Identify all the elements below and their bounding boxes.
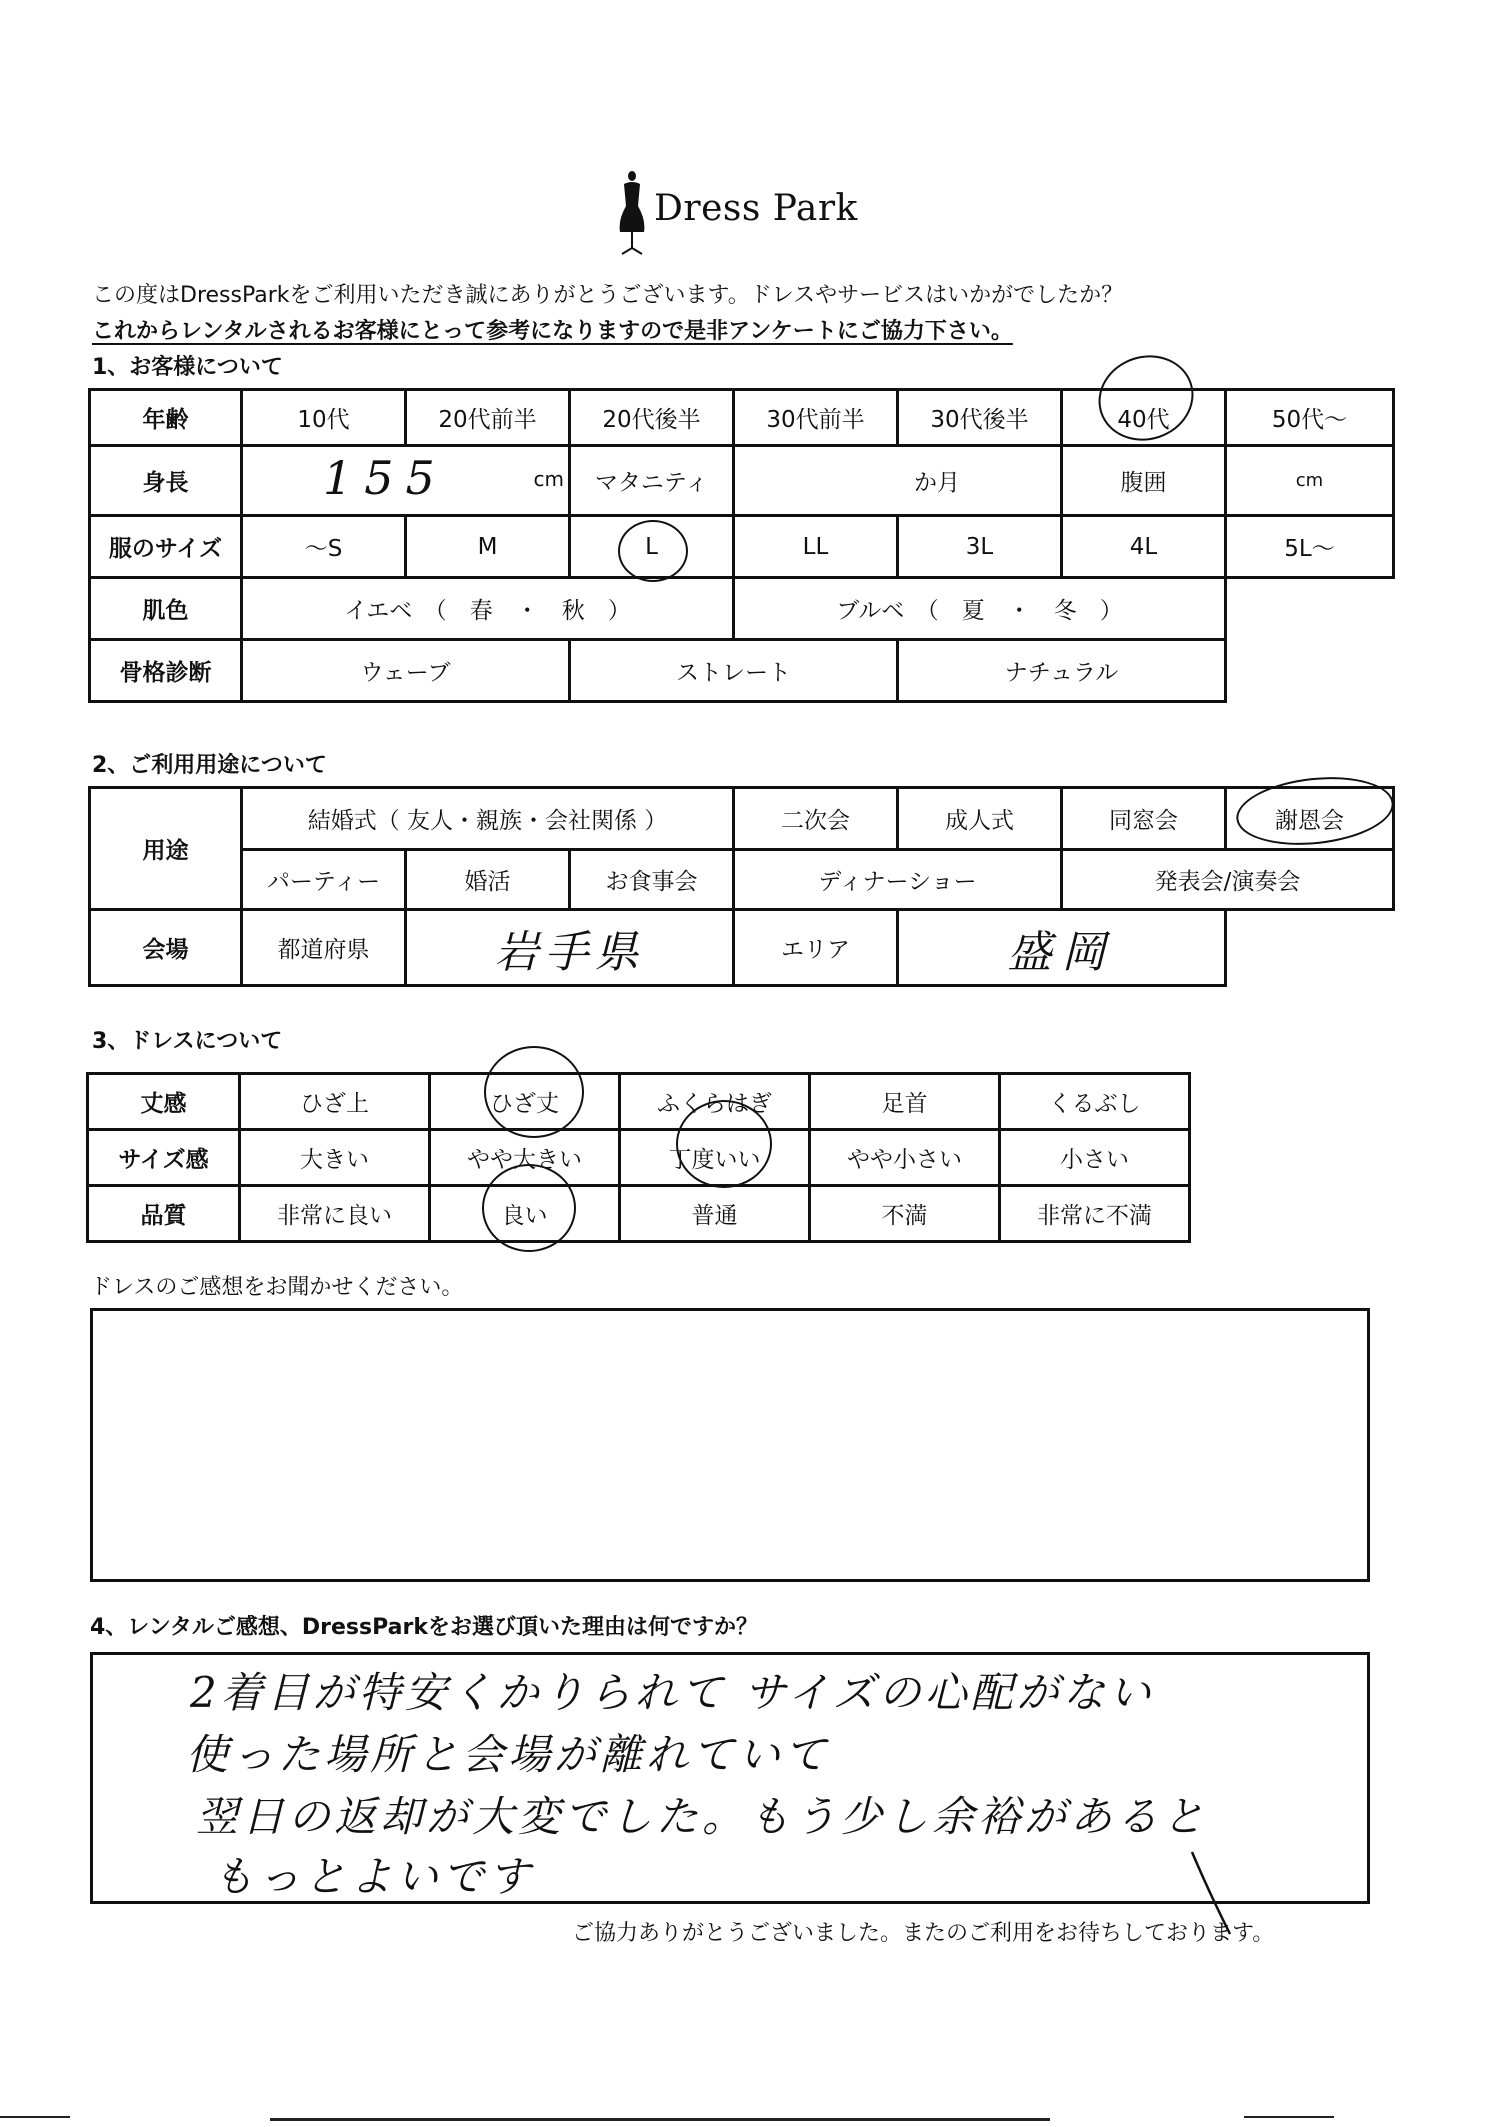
scan-mark xyxy=(1244,2116,1334,2118)
dresspark-logo xyxy=(612,168,912,258)
age-option[interactable]: 10代 xyxy=(242,390,406,446)
age-option[interactable]: 30代前半 xyxy=(734,390,898,446)
prefecture-label: 都道府県 xyxy=(242,910,406,986)
purpose-option[interactable]: パーティー xyxy=(242,850,406,910)
quality-label: 品質 xyxy=(88,1186,240,1242)
height-field[interactable] xyxy=(242,446,570,516)
age-option[interactable]: 50代～ xyxy=(1226,390,1394,446)
scan-mark xyxy=(0,2116,70,2118)
impression-textarea[interactable] xyxy=(90,1308,1370,1582)
fit-option[interactable]: 小さい xyxy=(1000,1130,1190,1186)
length-option[interactable]: ふくらはぎ xyxy=(620,1074,810,1130)
thanks-message: ご協力ありがとうございました。またのご利用をお待ちしております。 xyxy=(572,1921,1275,1946)
purpose-option-selected[interactable]: 謝恩会 xyxy=(1226,788,1394,850)
area-label: エリア xyxy=(734,910,898,986)
size-option[interactable]: ～S xyxy=(242,516,406,578)
height-unit: cm xyxy=(533,467,564,491)
area-value[interactable]: 盛岡 xyxy=(898,910,1226,986)
fit-option-selected[interactable]: 丁度いい xyxy=(620,1130,810,1186)
reason-line-3: 翌日の返却が大変でした。もう少し余裕があると xyxy=(196,1792,1209,1841)
reason-line-1: 2着目が特安くかりられて サイズの心配がない xyxy=(190,1668,1155,1717)
purpose-option[interactable]: 成人式 xyxy=(898,788,1062,850)
section-2-title: 2、ご利用用途について xyxy=(92,753,327,778)
fit-label: サイズ感 xyxy=(88,1130,240,1186)
frame-option[interactable]: ストレート xyxy=(570,640,898,702)
logo-text: Dress Park xyxy=(654,188,858,229)
quality-row xyxy=(88,1186,1190,1242)
fit-option[interactable]: 大きい xyxy=(240,1130,430,1186)
length-option[interactable]: 足首 xyxy=(810,1074,1000,1130)
length-row xyxy=(88,1074,1190,1130)
intro-line-2: これからレンタルされるお客様にとって参考になりますので是非アンケートにご協力下さい。 xyxy=(92,319,1013,344)
height-row xyxy=(90,446,1394,516)
customer-table xyxy=(88,388,1395,703)
fit-option[interactable]: やや大きい xyxy=(430,1130,620,1186)
venue-label: 会場 xyxy=(90,910,242,986)
purpose-option[interactable]: 発表会/演奏会 xyxy=(1062,850,1394,910)
fit-row xyxy=(88,1130,1190,1186)
quality-option[interactable]: 非常に良い xyxy=(240,1186,430,1242)
frame-label: 骨格診断 xyxy=(90,640,242,702)
selection-circle xyxy=(618,520,688,582)
usage-row-1 xyxy=(90,788,1394,850)
size-option[interactable]: 4L xyxy=(1062,516,1226,578)
size-option-selected[interactable]: L xyxy=(570,516,734,578)
quality-option[interactable]: 不満 xyxy=(810,1186,1000,1242)
frame-row xyxy=(90,640,1394,702)
maternity-months-field[interactable] xyxy=(734,446,1062,516)
usage-table xyxy=(88,786,1395,987)
age-option[interactable]: 20代前半 xyxy=(406,390,570,446)
prefecture-value[interactable]: 岩手県 xyxy=(406,910,734,986)
height-value: 155 xyxy=(323,451,447,505)
skin-label: 肌色 xyxy=(90,578,242,640)
usage-row-2 xyxy=(90,850,1394,910)
length-label: 丈感 xyxy=(88,1074,240,1130)
selection-circle xyxy=(484,1046,584,1138)
length-option[interactable]: くるぶし xyxy=(1000,1074,1190,1130)
maternity-label: マタニティ xyxy=(570,446,734,516)
purpose-option[interactable]: ディナーショー xyxy=(734,850,1062,910)
frame-option[interactable]: ナチュラル xyxy=(898,640,1226,702)
section-4-title: 4、レンタルご感想、DressParkをお選び頂いた理由は何ですか？ xyxy=(90,1615,758,1640)
reason-line-2: 使った場所と会場が離れていて xyxy=(186,1730,831,1779)
dress-form-icon xyxy=(612,168,652,258)
age-label: 年齢 xyxy=(90,390,242,446)
quality-option[interactable]: 普通 xyxy=(620,1186,810,1242)
intro-line-1: この度はDressParkをご利用いただき誠にありがとうございます。ドレスやサービスはいかがでしたか？ xyxy=(92,283,1124,308)
purpose-option[interactable]: 同窓会 xyxy=(1062,788,1226,850)
quality-option-selected[interactable]: 良い xyxy=(430,1186,620,1242)
venue-row xyxy=(90,910,1394,986)
length-option[interactable]: ひざ上 xyxy=(240,1074,430,1130)
skin-option-blue[interactable]: ブルベ （ 夏 ・ 冬 ） xyxy=(734,578,1226,640)
size-row xyxy=(90,516,1394,578)
size-label: 服のサイズ xyxy=(90,516,242,578)
selection-circle xyxy=(676,1100,772,1188)
fit-option[interactable]: やや小さい xyxy=(810,1130,1000,1186)
waist-label: 腹囲 xyxy=(1062,446,1226,516)
scan-mark xyxy=(270,2118,1050,2121)
months-unit: か月 xyxy=(914,470,960,496)
age-row xyxy=(90,390,1394,446)
reason-line-4: もっとよいです xyxy=(212,1852,535,1901)
quality-option[interactable]: 非常に不満 xyxy=(1000,1186,1190,1242)
section-1-title: 1、お客様について xyxy=(92,355,283,380)
waist-unit: cm xyxy=(1295,470,1324,491)
dress-table xyxy=(86,1072,1191,1243)
height-label: 身長 xyxy=(90,446,242,516)
length-option-selected[interactable]: ひざ丈 xyxy=(430,1074,620,1130)
waist-field[interactable] xyxy=(1226,446,1394,516)
age-option[interactable]: 20代後半 xyxy=(570,390,734,446)
size-option[interactable]: 5L～ xyxy=(1226,516,1394,578)
purpose-option[interactable]: お食事会 xyxy=(570,850,734,910)
purpose-option[interactable]: 婚活 xyxy=(406,850,570,910)
purpose-option[interactable]: 結婚式（ 友人・親族・会社関係 ） xyxy=(242,788,734,850)
frame-option[interactable]: ウェーブ xyxy=(242,640,570,702)
purpose-label: 用途 xyxy=(90,788,242,910)
selection-circle xyxy=(482,1164,576,1252)
impression-label: ドレスのご感想をお聞かせください。 xyxy=(90,1275,464,1300)
size-option[interactable]: M xyxy=(406,516,570,578)
size-option[interactable]: LL xyxy=(734,516,898,578)
size-option[interactable]: 3L xyxy=(898,516,1062,578)
skin-row xyxy=(90,578,1394,640)
age-option[interactable]: 30代後半 xyxy=(898,390,1062,446)
purpose-option[interactable]: 二次会 xyxy=(734,788,898,850)
skin-option-yellow[interactable]: イエベ （ 春 ・ 秋 ） xyxy=(242,578,734,640)
age-option-selected[interactable]: 40代 xyxy=(1062,390,1226,446)
section-3-title: 3、ドレスについて xyxy=(92,1029,283,1054)
